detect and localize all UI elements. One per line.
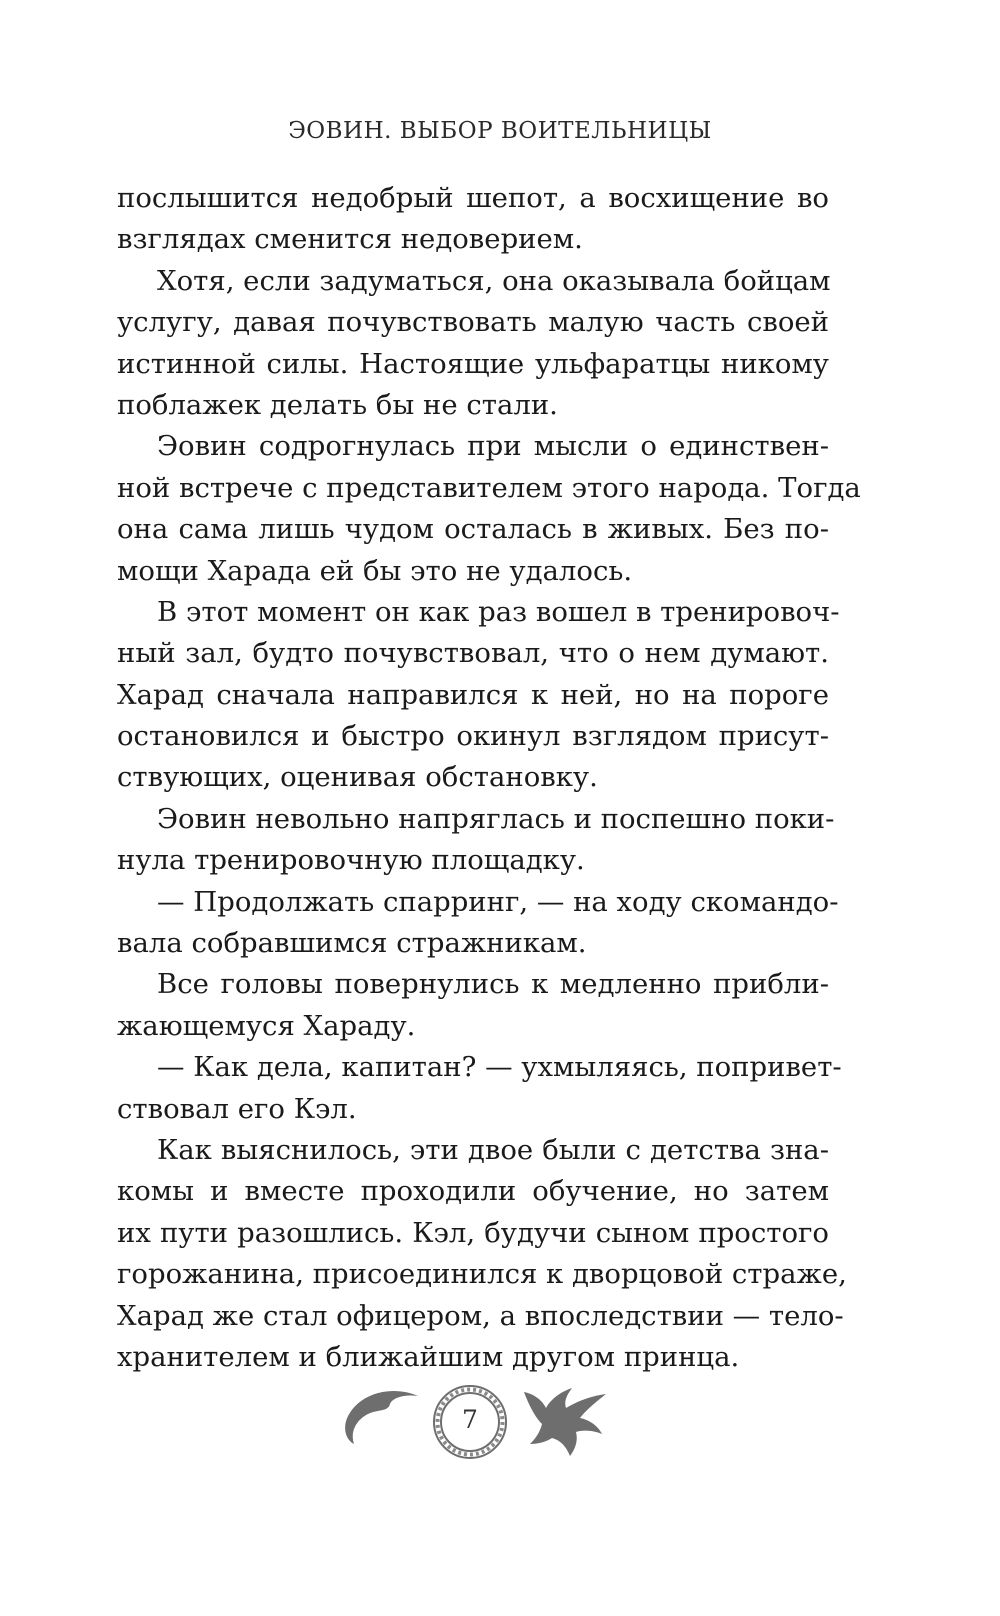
text-line: их пути разошлись. Кэл, будучи сыном простого — [117, 1216, 829, 1249]
text-line: горожанина, присоединился к дворцовой страже, — [117, 1258, 847, 1291]
text-line: хранителем и ближайшим другом принца. — [117, 1340, 740, 1373]
text-line: взглядах сменится недоверием. — [117, 223, 583, 256]
text-line: Харад сначала направился к ней, но на пороге — [117, 678, 829, 711]
text-line: нула тренировочную площадку. — [117, 844, 585, 877]
text-line: услугу, давая почувствовать малую часть своей — [117, 306, 829, 339]
text-line: — Продолжать спарринг, — на ходу скомандо- — [157, 885, 839, 918]
text-line: Хотя, если задуматься, она оказывала бойцам — [157, 264, 831, 297]
text-line: Харад же стал офицером, а впоследствии — тело- — [117, 1299, 844, 1332]
text-line: истинной силы. Настоящие ульфаратцы никому — [117, 347, 829, 380]
text-line: ствующих, оценивая обстановку. — [117, 761, 598, 794]
body-text — [117, 178, 861, 1378]
text-line: ный зал, будто почувствовал, что о нем думают. — [117, 637, 829, 670]
text-line: остановился и быстро окинул взглядом присут- — [117, 720, 829, 753]
text-line: Все головы повернулись к медленно прибли- — [157, 968, 829, 1001]
text-line: Как выяснилось, эти двое были с детства зна- — [157, 1133, 829, 1166]
text-line: ной встрече с представителем этого народа. Тогда — [117, 471, 861, 504]
running-head: ЭОВИН. ВЫБОР ВОИТЕЛЬНИЦЫ — [288, 118, 712, 144]
text-line: комы и вместе проходили обучение, но затем — [117, 1175, 829, 1208]
text-line: Эовин невольно напряглась и поспешно поки- — [157, 802, 835, 835]
text-line: вала собравшимся стражникам. — [117, 927, 587, 960]
crescent-wing-icon — [340, 1382, 420, 1452]
text-line: послышится недобрый шепот, а восхищение во — [117, 182, 829, 214]
text-line: она сама лишь чудом осталась в живых. Без по- — [117, 513, 829, 546]
page-number: 7 — [462, 1405, 478, 1434]
raven-icon — [520, 1372, 610, 1462]
text-line: В этот момент он как раз вошел в тренировоч- — [157, 595, 840, 628]
text-line: жающемуся Хараду. — [117, 1009, 416, 1042]
text-line: Эовин содрогнулась при мысли о единствен- — [157, 430, 829, 463]
text-line: ствовал его Кэл. — [117, 1092, 357, 1125]
text-line: — Как дела, капитан? — ухмыляясь, попривет- — [157, 1051, 842, 1084]
text-line: мощи Харада ей бы это не удалось. — [117, 554, 633, 587]
text-line: поблажек делать бы не стали. — [117, 388, 558, 421]
